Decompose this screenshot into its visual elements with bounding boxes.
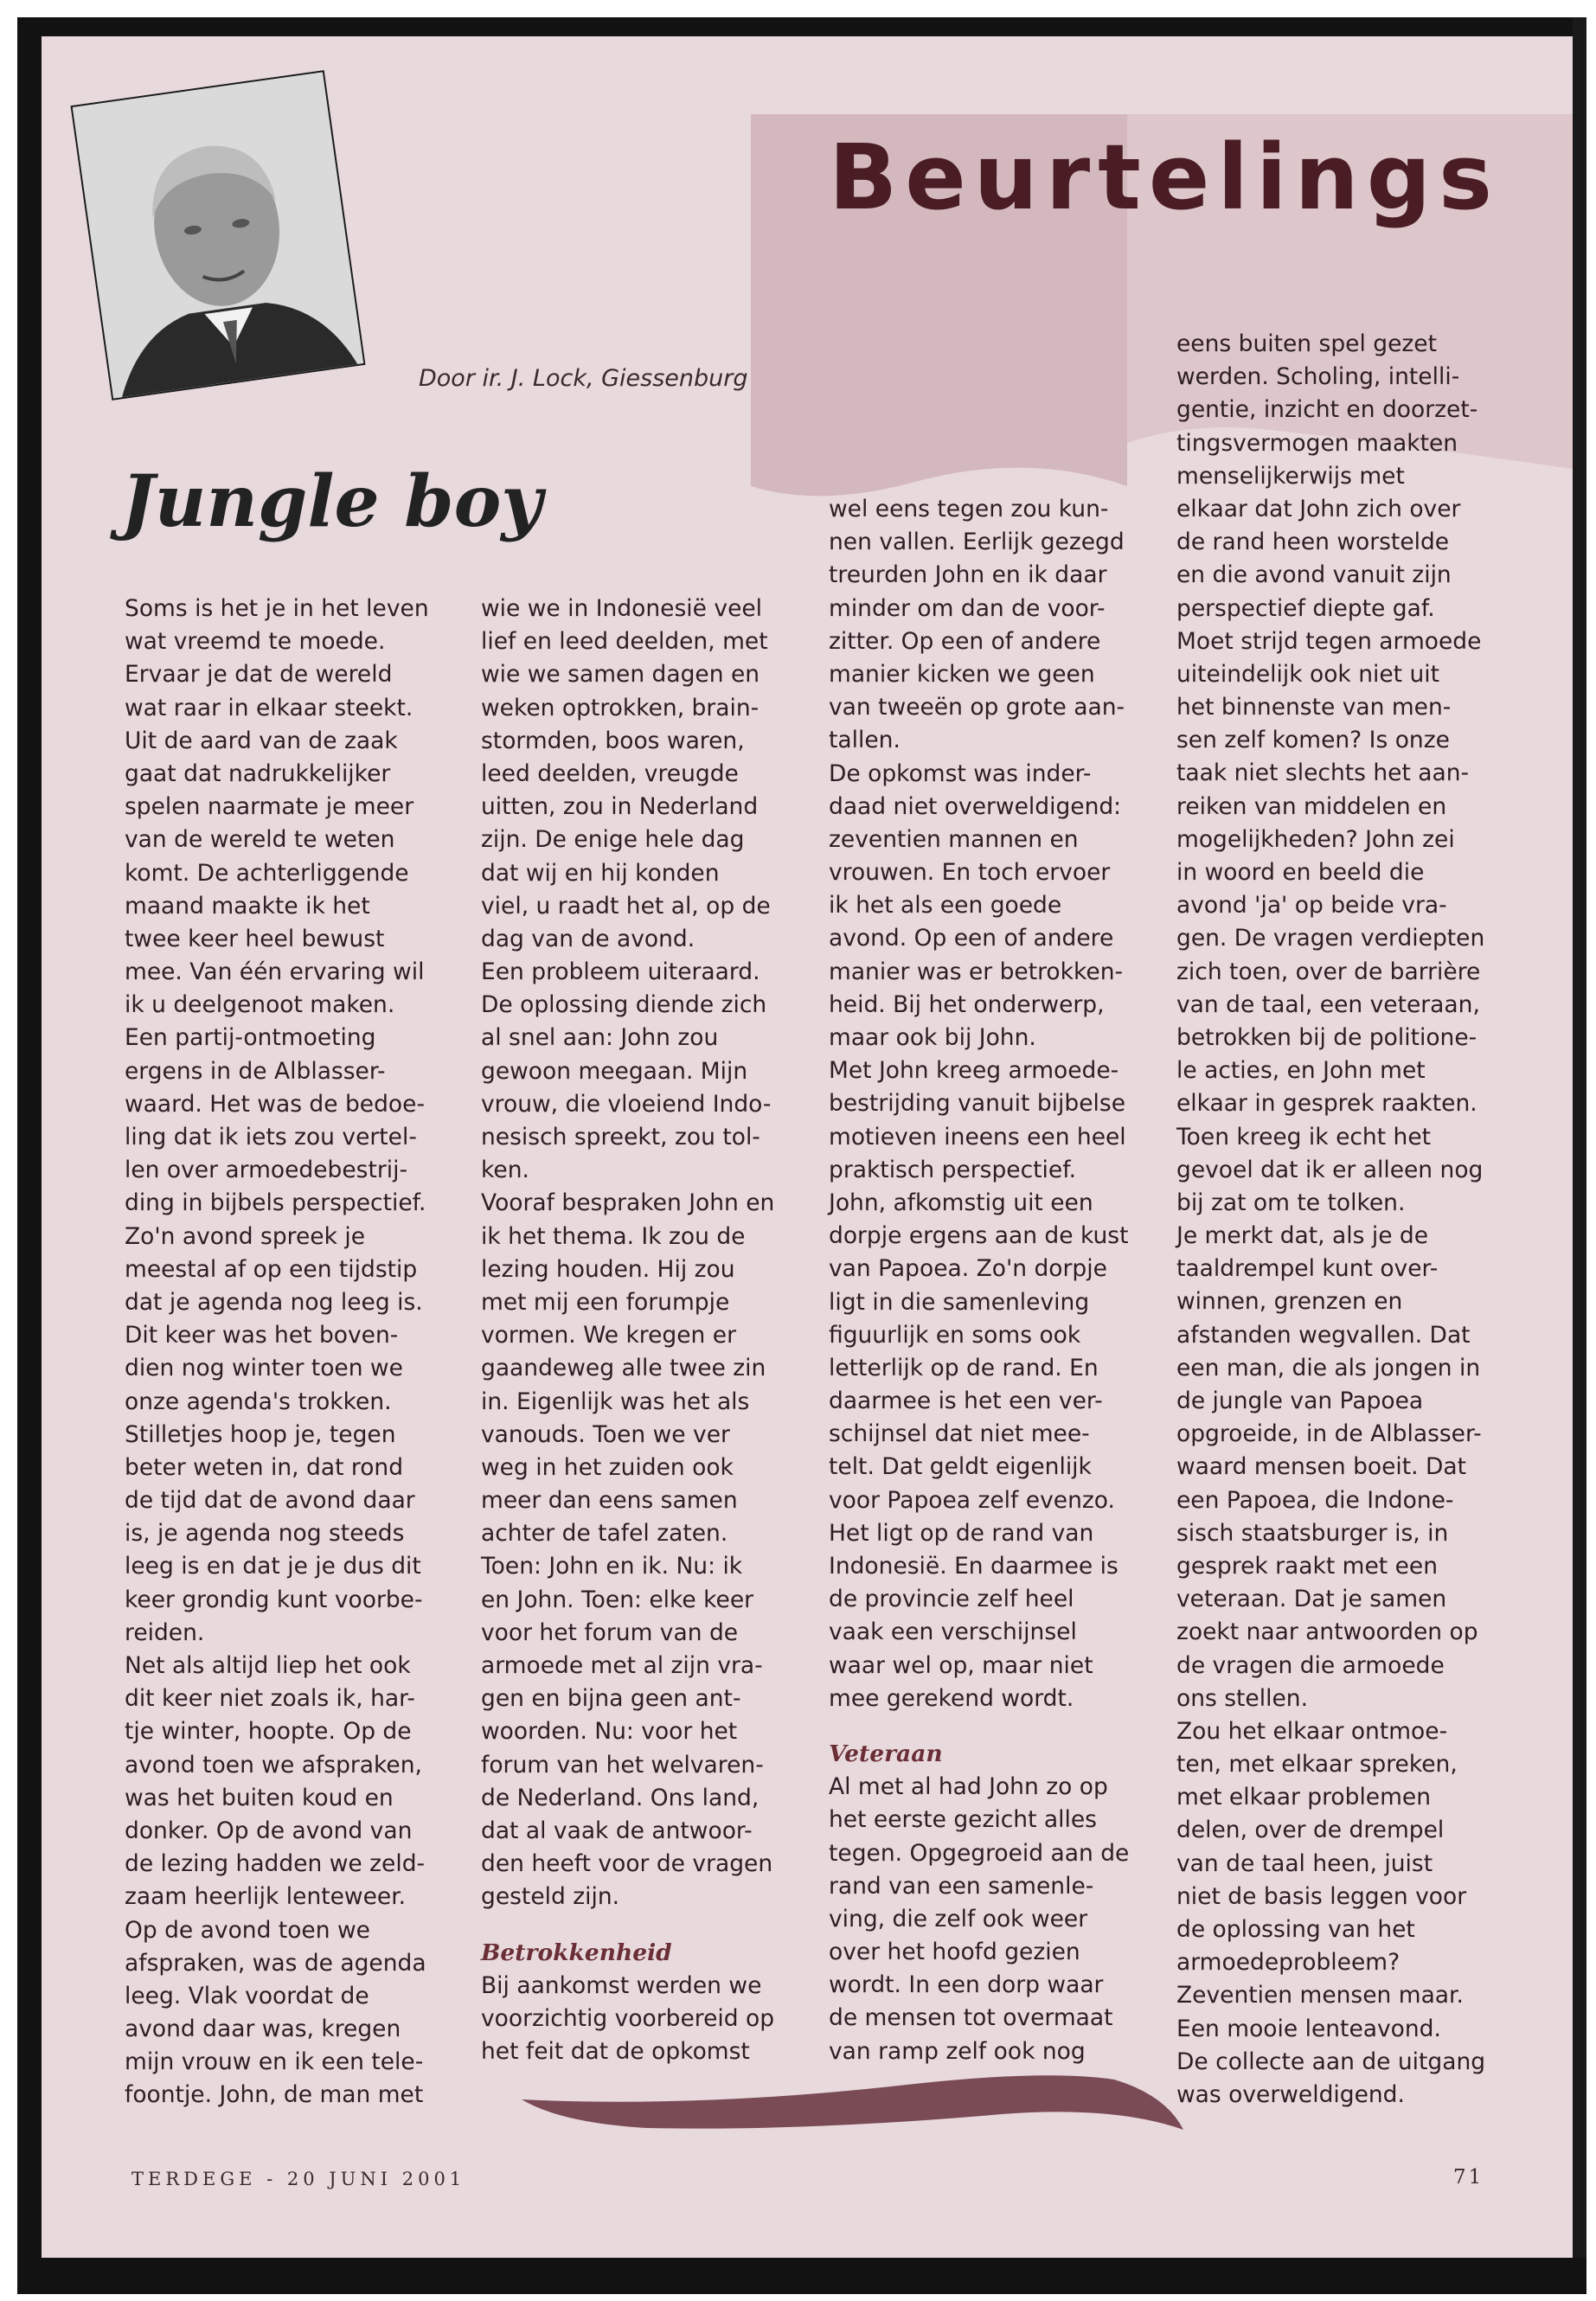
text-line: lief en leed deelden, met bbox=[481, 628, 768, 656]
text-line: De collecte aan de uitgang bbox=[1176, 2048, 1486, 2075]
text-line: mijn vrouw en ik een tele- bbox=[125, 2048, 424, 2076]
text-line: letterlijk op de rand. En bbox=[829, 1354, 1099, 1381]
text-line: keer grondig kunt voorbe- bbox=[125, 1586, 423, 1613]
text-line: minder om dan de voor- bbox=[829, 594, 1106, 622]
text-line: waard. Het was de bedoe- bbox=[125, 1090, 426, 1118]
text-line: maand maakte ik het bbox=[125, 892, 370, 920]
text-line: Zou het elkaar ontmoe- bbox=[1176, 1717, 1448, 1745]
text-line: werden. Scholing, intelli- bbox=[1176, 363, 1460, 391]
text-line: manier kicken we geen bbox=[829, 660, 1095, 688]
text-line: zijn. De enige hele dag bbox=[481, 826, 745, 854]
text-line: tingsvermogen maakten bbox=[1176, 429, 1458, 457]
text-line: de provincie zelf heel bbox=[829, 1586, 1074, 1613]
text-line: perspectief diepte gaf. bbox=[1176, 594, 1435, 622]
text-line: rand van een samenle- bbox=[829, 1872, 1094, 1900]
text-line: twee keer heel bewust bbox=[125, 925, 385, 952]
text-line: van tweeën op grote aan- bbox=[829, 694, 1125, 721]
text-line: de jungle van Papoea bbox=[1176, 1388, 1424, 1414]
section-title: Beurtelings bbox=[829, 125, 1501, 230]
text-line: dat wij en hij konden bbox=[481, 859, 720, 887]
author-photo bbox=[71, 70, 366, 401]
text-line: eens buiten spel gezet bbox=[1176, 330, 1437, 357]
text-line: beter weten in, dat rond bbox=[125, 1453, 404, 1481]
text-line: waar wel op, maar niet bbox=[829, 1651, 1093, 1679]
text-line: meestal af op een tijdstip bbox=[125, 1255, 418, 1283]
text-line: voorzichtig voorbereid op bbox=[481, 2004, 775, 2032]
text-line: ik u deelgenoot maken. bbox=[125, 991, 395, 1019]
text-line: foontje. John, de man met bbox=[125, 2081, 424, 2109]
article-headline: Jungle boy bbox=[121, 460, 542, 543]
scan-frame-top bbox=[24, 17, 1577, 36]
text-line: zeventien mannen en bbox=[829, 825, 1079, 853]
text-line: ten, met elkaar spreken, bbox=[1176, 1751, 1458, 1779]
text-line: veteraan. Dat je samen bbox=[1176, 1586, 1447, 1613]
text-line: dit keer niet zoals ik, har- bbox=[125, 1685, 415, 1713]
spacer bbox=[481, 1914, 774, 1937]
text-line: over het hoofd gezien bbox=[829, 1939, 1080, 1966]
column-4 bbox=[1176, 328, 1485, 2112]
text-line: zaam heerlijk lenteweer. bbox=[125, 1883, 407, 1911]
text-line: lezing houden. Hij zou bbox=[481, 1255, 735, 1283]
text-line: ligt in die samenleving bbox=[829, 1288, 1090, 1316]
text-line: van de wereld te weten bbox=[125, 826, 395, 854]
text-line: het eerste gezicht alles bbox=[829, 1806, 1097, 1834]
text-line: waard mensen boeit. Dat bbox=[1176, 1453, 1467, 1481]
text-line: tje winter, hoopte. Op de bbox=[125, 1718, 412, 1746]
text-line: mogelijkheden? John zei bbox=[1176, 825, 1455, 853]
column-1 bbox=[125, 593, 429, 2112]
text-line: avond 'ja' op beide vra- bbox=[1176, 892, 1447, 920]
text-line: Zo'n avond spreek je bbox=[125, 1222, 366, 1250]
text-line: ik het thema. Ik zou de bbox=[481, 1222, 746, 1250]
text-line: avond daar was, kregen bbox=[125, 2016, 401, 2043]
text-line: meer dan eens samen bbox=[481, 1487, 738, 1515]
text-line: spelen naarmate je meer bbox=[125, 793, 414, 821]
text-line: gen en bijna geen ant- bbox=[481, 1685, 741, 1713]
text-line: taaldrempel kunt over- bbox=[1176, 1255, 1439, 1283]
text-line: manier was er betrokken- bbox=[829, 958, 1124, 985]
text-line: de mensen tot overmaat bbox=[829, 2004, 1113, 2032]
text-line: telt. Dat geldt eigenlijk bbox=[829, 1453, 1092, 1481]
text-line: woorden. Nu: voor het bbox=[481, 1718, 738, 1746]
text-line: wie we in Indonesië veel bbox=[481, 595, 763, 622]
text-line: Het ligt op de rand van bbox=[829, 1519, 1094, 1547]
text-line: Met John kreeg armoede- bbox=[829, 1057, 1119, 1085]
text-line: onze agenda's trokken. bbox=[125, 1388, 392, 1415]
text-line: het feit dat de opkomst bbox=[481, 2038, 750, 2066]
column-2 bbox=[481, 593, 774, 2068]
text-line: gaandeweg alle twee zin bbox=[481, 1355, 766, 1382]
text-line: tegen. Opgegroeid aan de bbox=[829, 1839, 1130, 1867]
text-line: van de taal, een veteraan, bbox=[1176, 990, 1480, 1018]
text-line: Indonesië. En daarmee is bbox=[829, 1553, 1118, 1580]
text-line: Bij aankomst werden we bbox=[481, 1971, 762, 1999]
text-line: gevoel dat ik er alleen nog bbox=[1176, 1156, 1484, 1183]
text-line: van de taal heen, juist bbox=[1176, 1849, 1433, 1877]
text-line: Een probleem uiteraard. bbox=[481, 958, 760, 986]
text-line: tallen. bbox=[829, 727, 901, 754]
text-line: Vooraf bespraken John en bbox=[481, 1189, 775, 1217]
text-line: John, afkomstig uit een bbox=[829, 1189, 1093, 1216]
text-line: afstanden wegvallen. Dat bbox=[1176, 1321, 1471, 1349]
text-line: leeg is en dat je je dus dit bbox=[125, 1553, 421, 1580]
text-line: en die avond vanuit zijn bbox=[1176, 561, 1452, 589]
text-line: leed deelden, vreugde bbox=[481, 760, 739, 787]
text-line: mee. Van één ervaring wil bbox=[125, 958, 425, 986]
text-line: Toen: John en ik. Nu: ik bbox=[481, 1553, 743, 1580]
text-line: zich toen, over de barrière bbox=[1176, 958, 1481, 985]
text-line: gesteld zijn. bbox=[481, 1883, 620, 1911]
text-line: de lezing hadden we zeld- bbox=[125, 1850, 426, 1878]
text-line: gesprek raakt met een bbox=[1176, 1552, 1439, 1580]
text-line: uiteindelijk ook niet uit bbox=[1176, 660, 1440, 688]
text-line: le acties, en John met bbox=[1176, 1057, 1426, 1085]
text-line: daarmee is het een ver- bbox=[829, 1388, 1103, 1415]
subheading-betrokkenheid: Betrokkenheid bbox=[481, 1939, 672, 1966]
text-line: wat raar in elkaar steekt. bbox=[125, 694, 413, 721]
text-line: zoekt naar antwoorden op bbox=[1176, 1618, 1478, 1646]
text-line: wat vreemd te moede. bbox=[125, 628, 386, 656]
text-line: een Papoea, die Indone- bbox=[1176, 1486, 1454, 1514]
text-line: was het buiten koud en bbox=[125, 1784, 394, 1811]
text-line: dien nog winter toen we bbox=[125, 1355, 403, 1382]
text-line: ving, die zelf ook weer bbox=[829, 1905, 1088, 1932]
text-line: avond. Op een of andere bbox=[829, 925, 1114, 952]
text-line: nesisch spreekt, zou tol- bbox=[481, 1124, 760, 1150]
text-line: de Nederland. Ons land, bbox=[481, 1784, 760, 1811]
text-line: praktisch perspectief. bbox=[829, 1156, 1077, 1183]
text-line: Een mooie lenteavond. bbox=[1176, 2015, 1441, 2042]
text-line: komt. De achterliggende bbox=[125, 859, 409, 887]
text-line: ken. bbox=[481, 1157, 529, 1184]
text-line: ons stellen. bbox=[1176, 1684, 1308, 1712]
text-line: wie we samen dagen en bbox=[481, 661, 760, 689]
text-line: is, je agenda nog steeds bbox=[125, 1520, 405, 1548]
text-line: de tijd dat de avond daar bbox=[125, 1487, 415, 1515]
text-line: daad niet overweldigend: bbox=[829, 792, 1122, 820]
text-line: vrouw, die vloeiend Indo- bbox=[481, 1090, 772, 1118]
text-line: Toen kreeg ik echt het bbox=[1176, 1123, 1432, 1150]
text-line: den heeft voor de vragen bbox=[481, 1850, 773, 1878]
text-line: was overweldigend. bbox=[1176, 2080, 1405, 2108]
text-line: vaak een verschijnsel bbox=[829, 1618, 1077, 1646]
text-line: gewoon meegaan. Mijn bbox=[481, 1057, 748, 1085]
text-line: menselijkerwijs met bbox=[1176, 462, 1405, 490]
text-line: avond toen we afspraken, bbox=[125, 1751, 422, 1779]
text-line: de rand heen worstelde bbox=[1176, 529, 1450, 556]
text-line: De opkomst was inder- bbox=[829, 760, 1092, 787]
text-line: de oplossing van het bbox=[1176, 1916, 1415, 1943]
text-line: sen zelf komen? Is onze bbox=[1176, 727, 1450, 754]
text-line: figuurlijk en soms ook bbox=[829, 1321, 1081, 1349]
text-line: dorpje ergens aan de kust bbox=[829, 1222, 1129, 1250]
text-line: Je merkt dat, als je de bbox=[1176, 1222, 1429, 1250]
scan-frame-bottom bbox=[17, 2258, 1586, 2294]
text-line: dag van de avond. bbox=[481, 925, 695, 952]
text-line: vormen. We kregen er bbox=[481, 1322, 736, 1349]
text-line: niet de basis leggen voor bbox=[1176, 1882, 1467, 1910]
page-number: 71 bbox=[1453, 2166, 1484, 2189]
text-line: vanouds. Toen we ver bbox=[481, 1420, 730, 1448]
text-line: gen. De vragen verdiepten bbox=[1176, 925, 1485, 952]
text-line: armoedeprobleem? bbox=[1176, 1949, 1401, 1977]
text-line: betrokken bij de politione- bbox=[1176, 1023, 1477, 1051]
text-line: winnen, grenzen en bbox=[1176, 1288, 1403, 1316]
text-line: donker. Op de avond van bbox=[125, 1817, 413, 1844]
text-line: Op de avond toen we bbox=[125, 1916, 370, 1944]
text-line: van ramp zelf ook nog bbox=[829, 2037, 1086, 2065]
swoosh-shape bbox=[522, 2075, 1183, 2130]
text-line: sisch staatsburger is, in bbox=[1176, 1519, 1449, 1547]
text-line: met elkaar problemen bbox=[1176, 1784, 1432, 1811]
text-line: delen, over de drempel bbox=[1176, 1817, 1445, 1844]
text-line: zitter. Op een of andere bbox=[829, 627, 1101, 655]
text-line: ergens in de Alblasser- bbox=[125, 1057, 386, 1085]
text-line: reiken van middelen en bbox=[1176, 792, 1447, 820]
text-line: treurden John en ik daar bbox=[829, 561, 1107, 589]
text-line: schijnsel dat niet mee- bbox=[829, 1420, 1090, 1448]
text-line: Soms is het je in het leven bbox=[125, 595, 429, 622]
text-line: Zeventien mensen maar. bbox=[1176, 1982, 1464, 2009]
text-line: forum van het welvaren- bbox=[481, 1751, 764, 1779]
subheading-veteraan: Veteraan bbox=[829, 1740, 943, 1767]
text-line: len over armoedebestrij- bbox=[125, 1157, 408, 1184]
column-3 bbox=[829, 493, 1129, 2068]
text-line: vrouwen. En toch ervoer bbox=[829, 859, 1111, 887]
text-line: in. Eigenlijk was het als bbox=[481, 1388, 750, 1415]
text-line: Al met al had John zo op bbox=[829, 1773, 1108, 1801]
text-line: mee gerekend wordt. bbox=[829, 1684, 1074, 1712]
text-line: armoede met al zijn vra- bbox=[481, 1652, 763, 1679]
text-line: dat al vaak de antwoor- bbox=[481, 1817, 753, 1844]
text-line: ding in bijbels perspectief. bbox=[125, 1189, 426, 1217]
text-line: Uit de aard van de zaak bbox=[125, 727, 398, 754]
text-line: Ervaar je dat de wereld bbox=[125, 661, 393, 689]
text-line: leeg. Vlak voordat de bbox=[125, 1982, 369, 2009]
scan-frame-right bbox=[1573, 17, 1586, 2291]
text-line: De oplossing diende zich bbox=[481, 991, 767, 1019]
text-line: stormden, boos waren, bbox=[481, 727, 745, 754]
text-line: voor het forum van de bbox=[481, 1618, 739, 1646]
text-line: bij zat om te tolken. bbox=[1176, 1189, 1406, 1216]
text-line: het binnenste van men- bbox=[1176, 694, 1452, 721]
text-line: Een partij-ontmoeting bbox=[125, 1024, 376, 1052]
text-line: wel eens tegen zou kun- bbox=[829, 496, 1109, 522]
text-line: opgroeide, in de Alblasser- bbox=[1176, 1420, 1482, 1448]
byline: Door ir. J. Lock, Giessenburg bbox=[419, 365, 748, 392]
text-line: uitten, zou in Nederland bbox=[481, 793, 759, 821]
text-line: Dit keer was het boven- bbox=[125, 1322, 399, 1349]
text-line: ling dat ik iets zou vertel- bbox=[125, 1124, 417, 1150]
text-line: maar ook bij John. bbox=[829, 1024, 1036, 1051]
text-line: elkaar in gesprek raakten. bbox=[1176, 1090, 1477, 1118]
text-line: Moet strijd tegen armoede bbox=[1176, 627, 1482, 655]
text-line: Net als altijd liep het ook bbox=[125, 1652, 411, 1679]
spacer bbox=[829, 1715, 1129, 1738]
text-line: nen vallen. Eerlijk gezegd bbox=[829, 529, 1125, 556]
text-line: achter de tafel zaten. bbox=[481, 1520, 728, 1548]
text-line: een man, die als jongen in bbox=[1176, 1354, 1481, 1381]
text-line: bestrijding vanuit bijbelse bbox=[829, 1090, 1125, 1118]
text-line: elkaar dat John zich over bbox=[1176, 495, 1461, 522]
text-line: dat je agenda nog leeg is. bbox=[125, 1288, 423, 1316]
text-line: voor Papoea zelf evenzo. bbox=[829, 1486, 1115, 1514]
text-line: taak niet slechts het aan- bbox=[1176, 760, 1470, 787]
text-line: reiden. bbox=[125, 1618, 205, 1646]
text-line: met mij een forumpje bbox=[481, 1288, 730, 1316]
text-line: heid. Bij het onderwerp, bbox=[829, 990, 1105, 1018]
text-line: wordt. In een dorp waar bbox=[829, 1971, 1104, 1999]
text-line: van Papoea. Zo'n dorpje bbox=[829, 1255, 1107, 1283]
text-line: Stilletjes hoop je, tegen bbox=[125, 1420, 396, 1448]
text-line: weken optrokken, brain- bbox=[481, 694, 760, 721]
footer-publication: TERDEGE - 20 JUNI 2001 bbox=[131, 2169, 466, 2189]
text-line: viel, u raadt het al, op de bbox=[481, 892, 771, 920]
text-line: gaat dat nadrukkelijker bbox=[125, 760, 391, 787]
text-line: afspraken, was de agenda bbox=[125, 1949, 426, 1977]
text-line: ik het als een goede bbox=[829, 892, 1062, 920]
text-line: gentie, inzicht en doorzet- bbox=[1176, 396, 1478, 424]
scan-frame-left bbox=[17, 17, 42, 2291]
text-line: weg in het zuiden ook bbox=[481, 1453, 734, 1481]
text-line: de vragen die armoede bbox=[1176, 1651, 1445, 1679]
text-line: al snel aan: John zou bbox=[481, 1024, 719, 1052]
text-line: in woord en beeld die bbox=[1176, 859, 1425, 886]
text-line: en John. Toen: elke keer bbox=[481, 1586, 754, 1613]
text-line: motieven ineens een heel bbox=[829, 1123, 1126, 1150]
